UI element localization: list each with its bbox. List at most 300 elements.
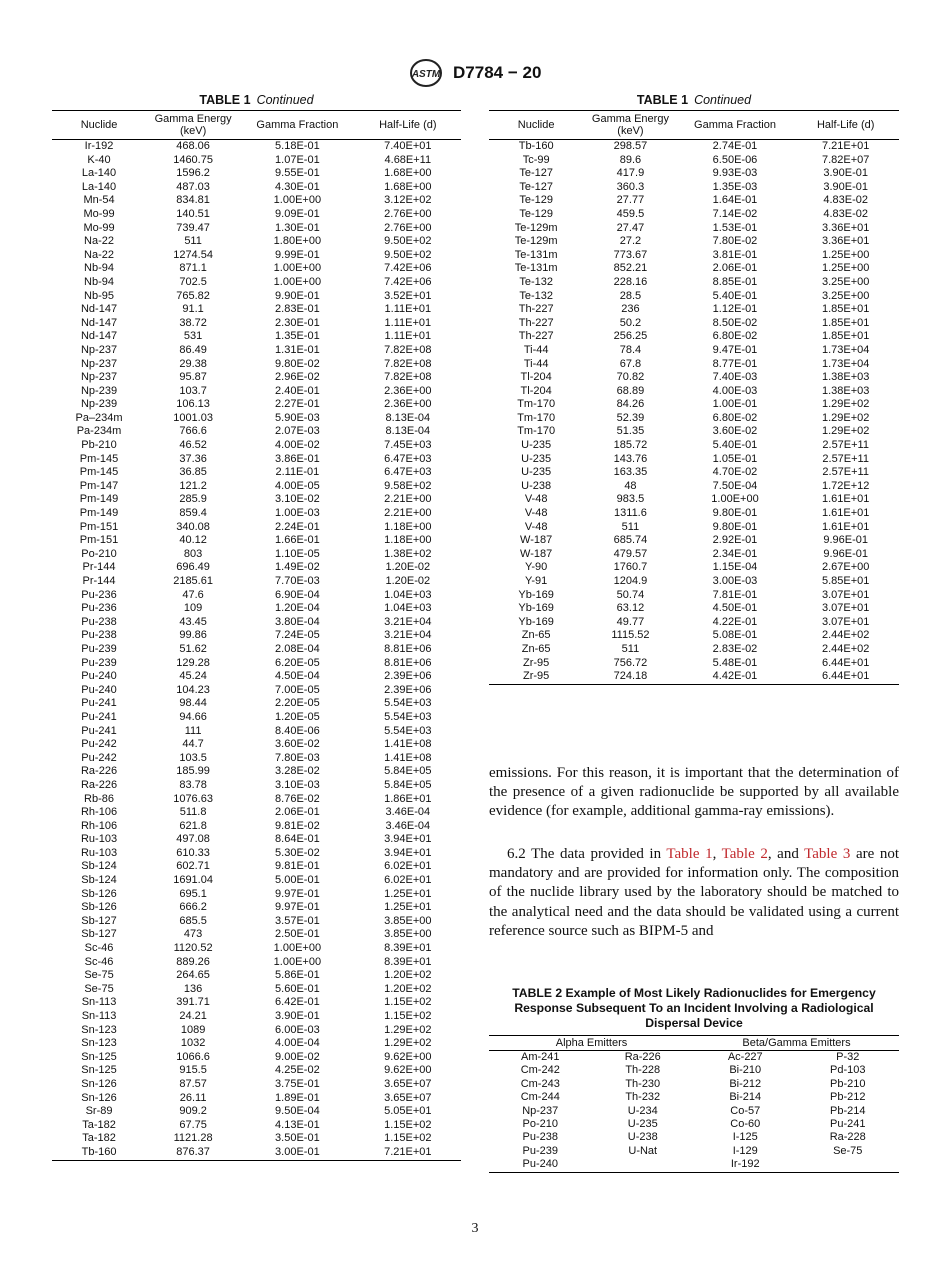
column-header: Gamma Energy (keV)	[583, 111, 677, 140]
table-cell: Ra-226	[80, 765, 118, 778]
table-cell: Pu-240	[81, 670, 117, 683]
table-cell: 1.12E-01	[712, 303, 758, 316]
paragraph-emissions: emissions. For this reason, it is important that the determination of the presence of a given radionuclide be supported by all available evidence (for example, additional gamma-ray emissions).	[489, 765, 899, 820]
table-cell: 8.81E+06	[384, 656, 432, 669]
svg-text:ASTM: ASTM	[411, 69, 440, 80]
table-cell: 143.76	[613, 452, 648, 465]
table-row	[52, 602, 461, 616]
table-cell: 4.00E-02	[275, 439, 320, 452]
paragraph-6-2: 6.2 The data provided in Table 1, Table 2, and Table 3 are not mandatory and are provided for information only. The composition of the nuclide library used by the laboratory should be matched to the analytical need and the data should be validated using a current reference source such as BIPM-5 and	[489, 846, 899, 939]
table-cell: 4.13E-01	[275, 1118, 320, 1131]
table-cell: 3.80E-04	[275, 615, 320, 628]
table-row	[489, 276, 899, 290]
table-cell: Ru-103	[80, 846, 118, 859]
table-cell: 9.81E-01	[275, 860, 320, 873]
table-cell: 511	[621, 520, 640, 533]
group-header-beta: Beta/Gamma Emitters	[694, 1036, 899, 1051]
table-cell: 1.18E+00	[384, 534, 432, 547]
table-row	[52, 1064, 461, 1078]
table-row	[489, 466, 899, 480]
table1-caption: TABLE 1 Continued	[199, 93, 314, 107]
table-cell: 1.20E-04	[275, 602, 320, 615]
table-row	[52, 276, 461, 290]
table-cell: 7.42E+06	[384, 262, 432, 275]
table-cell: 3.07E+01	[821, 588, 870, 601]
table-cell: Mo-99	[83, 207, 115, 220]
table-cell: 3.60E-02	[712, 425, 758, 438]
table-cell: 1691.04	[173, 874, 213, 887]
table-cell: 2.34E-01	[712, 547, 758, 560]
table-cell: 1.20E-05	[275, 710, 320, 723]
table-cell: 1274.54	[173, 248, 213, 261]
table-cell: 27.2	[619, 235, 642, 248]
table-row	[489, 1118, 899, 1131]
table-cell: 9.93E-03	[712, 167, 758, 180]
table-cell: 1.66E-01	[275, 534, 320, 547]
table-cell: 140.51	[176, 207, 210, 220]
table-row	[52, 398, 461, 412]
table-cell: 37.36	[179, 452, 207, 465]
table-cell: Co-60	[730, 1118, 761, 1131]
table-cell: 1.00E+00	[273, 262, 322, 275]
table-row	[52, 1105, 461, 1119]
table-row	[52, 140, 461, 154]
table-cell: 4.30E-01	[275, 180, 320, 193]
table-cell: Sn-126	[81, 1091, 117, 1104]
table-row	[52, 249, 461, 263]
table-cell: 185.99	[176, 765, 210, 778]
table-row	[489, 629, 899, 643]
table-cell: 4.83E-02	[823, 194, 869, 207]
table-cell: 621.8	[179, 819, 207, 832]
table-row	[489, 670, 899, 684]
table-cell: Yb-169	[518, 588, 554, 601]
table-cell: 1.00E-01	[712, 398, 758, 411]
table-cell: 5.30E-02	[275, 846, 320, 859]
table-cell: 5.54E+03	[384, 710, 432, 723]
table-cell: 859.4	[179, 507, 207, 520]
table-cell: 852.21	[613, 262, 648, 275]
table-cell: 1.30E-01	[275, 221, 320, 234]
table-row	[52, 711, 461, 725]
table-cell: 67.8	[619, 357, 642, 370]
table-cell: 91.1	[182, 303, 204, 316]
table-row	[52, 983, 461, 997]
table-cell: Pm-145	[79, 452, 119, 465]
table-cell: 9.62E+00	[384, 1050, 432, 1063]
table-cell: Sb-127	[81, 928, 117, 941]
table-cell: 8.39E+01	[384, 955, 432, 968]
table-cell: 1.00E+00	[273, 942, 322, 955]
table-cell: 773.67	[613, 248, 648, 261]
table-cell: U-238	[627, 1131, 658, 1144]
table-cell: 3.75E-01	[275, 1077, 320, 1090]
table-cell: 487.03	[176, 180, 210, 193]
table-cell: 1.25E+00	[821, 248, 870, 261]
table-cell: 3.46E-04	[385, 806, 431, 819]
table-cell: 9.96E-01	[823, 534, 869, 547]
table-cell: Rh-106	[80, 806, 118, 819]
table-cell: Sb-127	[81, 914, 117, 927]
table-cell: 2.57E+11	[822, 466, 869, 479]
table-cell: Pu-241	[81, 710, 117, 723]
table-cell: 3.07E+01	[821, 602, 870, 615]
table-cell: Mn-54	[83, 194, 115, 207]
table-cell: Ra-228	[829, 1131, 866, 1144]
table-cell: 3.85E+00	[384, 914, 432, 927]
table-cell: 8.76E-02	[275, 792, 320, 805]
table-row	[52, 915, 461, 929]
table-row	[489, 561, 899, 575]
table-cell: 5.90E-03	[275, 411, 320, 424]
table-cell: 4.70E-02	[712, 466, 758, 479]
table-cell: V-48	[524, 507, 548, 520]
table-cell: 7.42E+06	[384, 275, 432, 288]
table-cell: Pu-236	[81, 602, 117, 615]
table-cell: 99.86	[179, 629, 207, 642]
table-cell: 2.92E-01	[712, 534, 758, 547]
table-row	[52, 222, 461, 236]
table-cell: Te-131m	[514, 248, 558, 261]
table-cell: 1.20E-02	[385, 561, 431, 574]
table-row	[52, 725, 461, 739]
table-cell: U-235	[627, 1118, 658, 1131]
table-cell: 5.60E-01	[275, 982, 320, 995]
table-row	[489, 317, 899, 331]
table-row	[52, 344, 461, 358]
table3-link[interactable]: Table 3	[804, 846, 851, 862]
table-cell: 4.00E-04	[275, 1037, 320, 1050]
table-cell: 1.85E+01	[821, 316, 870, 329]
table-cell: 89.6	[619, 153, 642, 166]
table-row	[52, 521, 461, 535]
table-row	[489, 439, 899, 453]
table-cell: Te-132	[519, 275, 553, 288]
table-cell: 45.24	[179, 670, 207, 683]
table-cell: 1.25E+01	[384, 887, 432, 900]
table-cell: Se-75	[833, 1144, 863, 1157]
table-cell: 3.00E-01	[240, 1146, 355, 1160]
table-cell: 95.87	[179, 371, 207, 384]
table-cell: 2.76E+00	[384, 221, 432, 234]
table-row	[489, 1064, 899, 1077]
table-cell: 7.00E-05	[275, 683, 320, 696]
table-cell: 3.90E-01	[823, 180, 869, 193]
table-cell: 2.08E-04	[275, 642, 320, 655]
table-row	[489, 521, 899, 535]
table-cell: 2.44E+02	[821, 629, 870, 642]
table-cell: Pu-239	[81, 656, 117, 669]
table-row	[52, 956, 461, 970]
table-cell: Pb-212	[830, 1091, 866, 1104]
table-cell: Sn-125	[81, 1064, 117, 1077]
table-row	[52, 806, 461, 820]
table-cell: Pb-210	[81, 439, 117, 452]
table-cell: 46.52	[179, 439, 207, 452]
table-row	[52, 820, 461, 834]
table-cell: 8.40E-06	[275, 724, 320, 737]
table-cell: 6.02E+01	[384, 860, 432, 873]
table-cell: 1311.6	[614, 507, 647, 520]
table-cell: 1.53E-01	[712, 221, 758, 234]
table-cell: Th-227	[518, 303, 554, 316]
table-cell: U-235	[521, 466, 552, 479]
table-cell: Sb-126	[81, 887, 117, 900]
table-cell: 9.47E-01	[712, 343, 758, 356]
table-cell: Ta-182	[82, 1132, 116, 1145]
table-cell: 7.80E-02	[712, 235, 758, 248]
table-cell: 1596.2	[176, 167, 210, 180]
table-row	[52, 1037, 461, 1051]
table-cell: 6.90E-04	[275, 588, 320, 601]
table-cell: 2.07E-03	[275, 425, 320, 438]
table-cell: 5.86E-01	[275, 969, 320, 982]
table-cell: Pm-151	[79, 534, 119, 547]
table-cell: 3.25E+00	[821, 289, 870, 302]
table-cell: 136	[183, 982, 203, 995]
table-cell: 3.85E+00	[384, 928, 432, 941]
table-cell: Te-129m	[514, 221, 558, 234]
table-row	[52, 901, 461, 915]
table-cell: 1760.7	[613, 561, 648, 574]
table-cell: Sb-124	[81, 860, 117, 873]
table-cell: 264.65	[176, 969, 210, 982]
table-row	[52, 507, 461, 521]
table-row	[489, 262, 899, 276]
table-cell: 2.06E-01	[275, 806, 320, 819]
table-cell: 2.11E-01	[275, 466, 320, 479]
table-row	[52, 738, 461, 752]
table-row	[52, 493, 461, 507]
table-cell: 83.78	[179, 778, 207, 791]
table-cell: Pu-240	[489, 1158, 592, 1172]
table-cell: 511	[184, 235, 202, 248]
table-cell: 2.24E-01	[275, 520, 320, 533]
table-row	[52, 167, 461, 181]
table-cell: 2.21E+00	[384, 493, 432, 506]
table-cell: 1.29E+02	[821, 411, 870, 424]
table-cell: 8.81E+06	[384, 642, 432, 655]
table-cell: 1.25E+01	[384, 901, 432, 914]
table-cell: 8.39E+01	[384, 942, 432, 955]
table-cell: La-140	[81, 180, 117, 193]
table-cell: 67.75	[179, 1118, 207, 1131]
table-cell: Th-227	[518, 316, 554, 329]
table-row	[489, 140, 899, 154]
table-row	[489, 589, 899, 603]
table-cell: 86.49	[179, 343, 207, 356]
table-cell: 7.40E-03	[712, 371, 758, 384]
table-cell: 497.08	[176, 833, 210, 846]
table-cell: 1.38E+03	[821, 371, 870, 384]
table-cell: Te-131m	[514, 262, 558, 275]
document-id: D7784 − 20	[453, 63, 542, 82]
table-cell: 876.37	[146, 1146, 240, 1160]
table-cell: 3.36E+01	[821, 221, 870, 234]
table-cell: Zr-95	[489, 670, 583, 684]
table-cell: 84.26	[616, 398, 645, 411]
table-cell: 2.83E-01	[275, 303, 320, 316]
table-cell: Mo-99	[83, 221, 115, 234]
table-cell: Th-227	[518, 330, 554, 343]
table-cell: 27.77	[616, 194, 645, 207]
table-cell: Np-237	[80, 343, 118, 356]
table-cell: 2.36E+00	[384, 398, 432, 411]
table-cell: Pu-239	[522, 1144, 558, 1157]
table-cell: 4.22E-01	[712, 615, 758, 628]
table-cell: 47.6	[182, 588, 204, 601]
table-cell: 702.5	[179, 275, 207, 288]
table-cell: 1.15E-04	[712, 561, 758, 574]
table-cell: 9.00E-02	[275, 1050, 320, 1063]
table-cell: 9.50E+02	[384, 235, 432, 248]
table1-link[interactable]: Table 1	[666, 846, 713, 862]
table-cell: 724.18	[583, 670, 677, 684]
table-cell: 685.74	[613, 534, 648, 547]
table-cell: Yb-169	[518, 615, 554, 628]
table-row	[52, 534, 461, 548]
table-cell: 479.57	[613, 547, 648, 560]
table-cell: 473	[183, 928, 203, 941]
table-cell: 340.08	[176, 520, 210, 533]
table-cell: 28.5	[619, 289, 642, 302]
table-row	[489, 194, 899, 208]
table-cell: U-Nat	[628, 1144, 658, 1157]
table-cell: 7.14E-02	[712, 207, 758, 220]
table-cell: 5.18E-01	[275, 140, 320, 152]
table-cell: 98.44	[179, 697, 207, 710]
table-cell: 121.2	[179, 479, 207, 492]
table-cell: 9.50E+02	[384, 248, 432, 261]
table-cell: Pu-239	[81, 642, 117, 655]
table-cell: Bi-214	[729, 1091, 762, 1104]
table-row	[489, 1105, 899, 1118]
table-cell: 7.70E-03	[275, 575, 320, 587]
table-row	[52, 1092, 461, 1106]
table-cell: 766.6	[179, 425, 207, 438]
table-row	[489, 358, 899, 372]
table-cell: 7.24E-05	[275, 629, 320, 642]
table-cell: 51.62	[179, 642, 207, 655]
table-cell: 2.96E-02	[275, 371, 320, 384]
table-row	[52, 1024, 461, 1038]
table-cell: 48	[624, 479, 637, 492]
table-cell: Pm-149	[79, 493, 119, 506]
table-cell: 9.80E-02	[275, 357, 320, 370]
table-cell: 1.35E-03	[712, 180, 758, 193]
table-cell: Tb-160	[52, 1146, 146, 1160]
table-row	[52, 1010, 461, 1024]
table-row	[489, 548, 899, 562]
table-cell: 1.31E-01	[275, 343, 320, 356]
table-cell: Th-228	[625, 1064, 661, 1077]
column-header: Nuclide	[489, 111, 583, 140]
table-row	[52, 670, 461, 684]
table-cell: K-40	[87, 153, 111, 166]
table-cell: 44.7	[182, 738, 204, 751]
table-cell: Cm-242	[520, 1064, 560, 1077]
table-cell: 1.61E+01	[821, 520, 870, 533]
table-cell: 7.81E-01	[712, 588, 758, 601]
table-row	[489, 208, 899, 222]
table-cell: 1.80E+00	[273, 235, 322, 248]
table-cell: 889.26	[176, 955, 210, 968]
table-cell: Nd-147	[80, 330, 118, 343]
page-number: 3	[471, 1221, 479, 1236]
table-row	[52, 752, 461, 766]
table-cell: 2.20E-05	[275, 697, 320, 710]
table2-caption: TABLE 2 Example of Most Likely Radionuclides for Emergency Response Subsequent To an Incident Involving a Radiological Dispersal Device	[512, 986, 876, 1030]
table-cell: 459.5	[616, 207, 645, 220]
table-cell: Tl-204	[520, 384, 552, 397]
table-cell: 610.33	[176, 846, 210, 859]
table-cell: 739.47	[176, 221, 210, 234]
table-cell: 8.50E-02	[712, 316, 758, 329]
table-cell: 1.07E-01	[275, 153, 320, 166]
table-cell: 1.15E+02	[384, 1010, 432, 1022]
table-cell: 2.39E+06	[384, 683, 432, 696]
table-cell: 228.16	[613, 275, 648, 288]
table1-right	[489, 92, 899, 685]
table-cell: 1.85E+01	[821, 330, 870, 343]
table-cell: Pm-145	[79, 466, 119, 479]
table-cell: 9.80E-01	[712, 507, 758, 520]
table-row	[52, 793, 461, 807]
table-cell: 103.7	[179, 384, 207, 397]
table-cell: 6.80E-02	[712, 411, 758, 424]
table-cell: 3.60E-02	[275, 738, 320, 751]
table-row	[52, 466, 461, 480]
table-cell: 4.50E-04	[275, 670, 320, 683]
table-cell: Tl-204	[520, 371, 552, 384]
table-cell: Pu-236	[81, 588, 117, 601]
table-cell: 1.38E+02	[384, 547, 432, 560]
table2-table	[489, 1035, 899, 1173]
table-cell: 6.20E-05	[275, 656, 320, 669]
table-cell: 602.71	[176, 860, 210, 873]
table-cell: 5.40E-01	[712, 289, 758, 302]
table-row	[52, 330, 461, 344]
column-header: Gamma Energy (keV)	[146, 111, 240, 140]
table-cell: 9.96E-01	[823, 547, 869, 560]
table-cell: 9.99E-01	[275, 248, 320, 261]
table-row	[52, 697, 461, 711]
table-cell: 3.46E-04	[385, 819, 431, 832]
table-cell: 2.67E+00	[821, 561, 870, 574]
table-cell: 7.40E+01	[384, 140, 432, 152]
table-cell: 1.29E+02	[384, 1023, 432, 1036]
table-cell: 8.13E-04	[385, 425, 431, 438]
table-row	[489, 643, 899, 657]
table-cell: 1.20E-02	[385, 575, 431, 587]
table-cell: 1.73E+04	[821, 343, 870, 356]
table-row	[52, 942, 461, 956]
table-cell: I-129	[732, 1144, 758, 1157]
table-cell: Ti-44	[523, 343, 549, 356]
table1-left-table	[52, 110, 461, 1161]
table-row	[52, 888, 461, 902]
table-cell: Pu-238	[81, 629, 117, 642]
table-cell: 7.21E+01	[821, 140, 870, 152]
table-cell: 185.72	[613, 439, 648, 452]
table-cell: 1204.9	[613, 575, 648, 587]
table-row	[52, 425, 461, 439]
table-cell: 6.00E-03	[275, 1023, 320, 1036]
table-row	[52, 575, 461, 589]
table-cell: 3.57E-01	[275, 914, 320, 927]
table2-link[interactable]: Table 2	[721, 846, 768, 862]
table-cell: 1.25E+00	[821, 262, 870, 275]
